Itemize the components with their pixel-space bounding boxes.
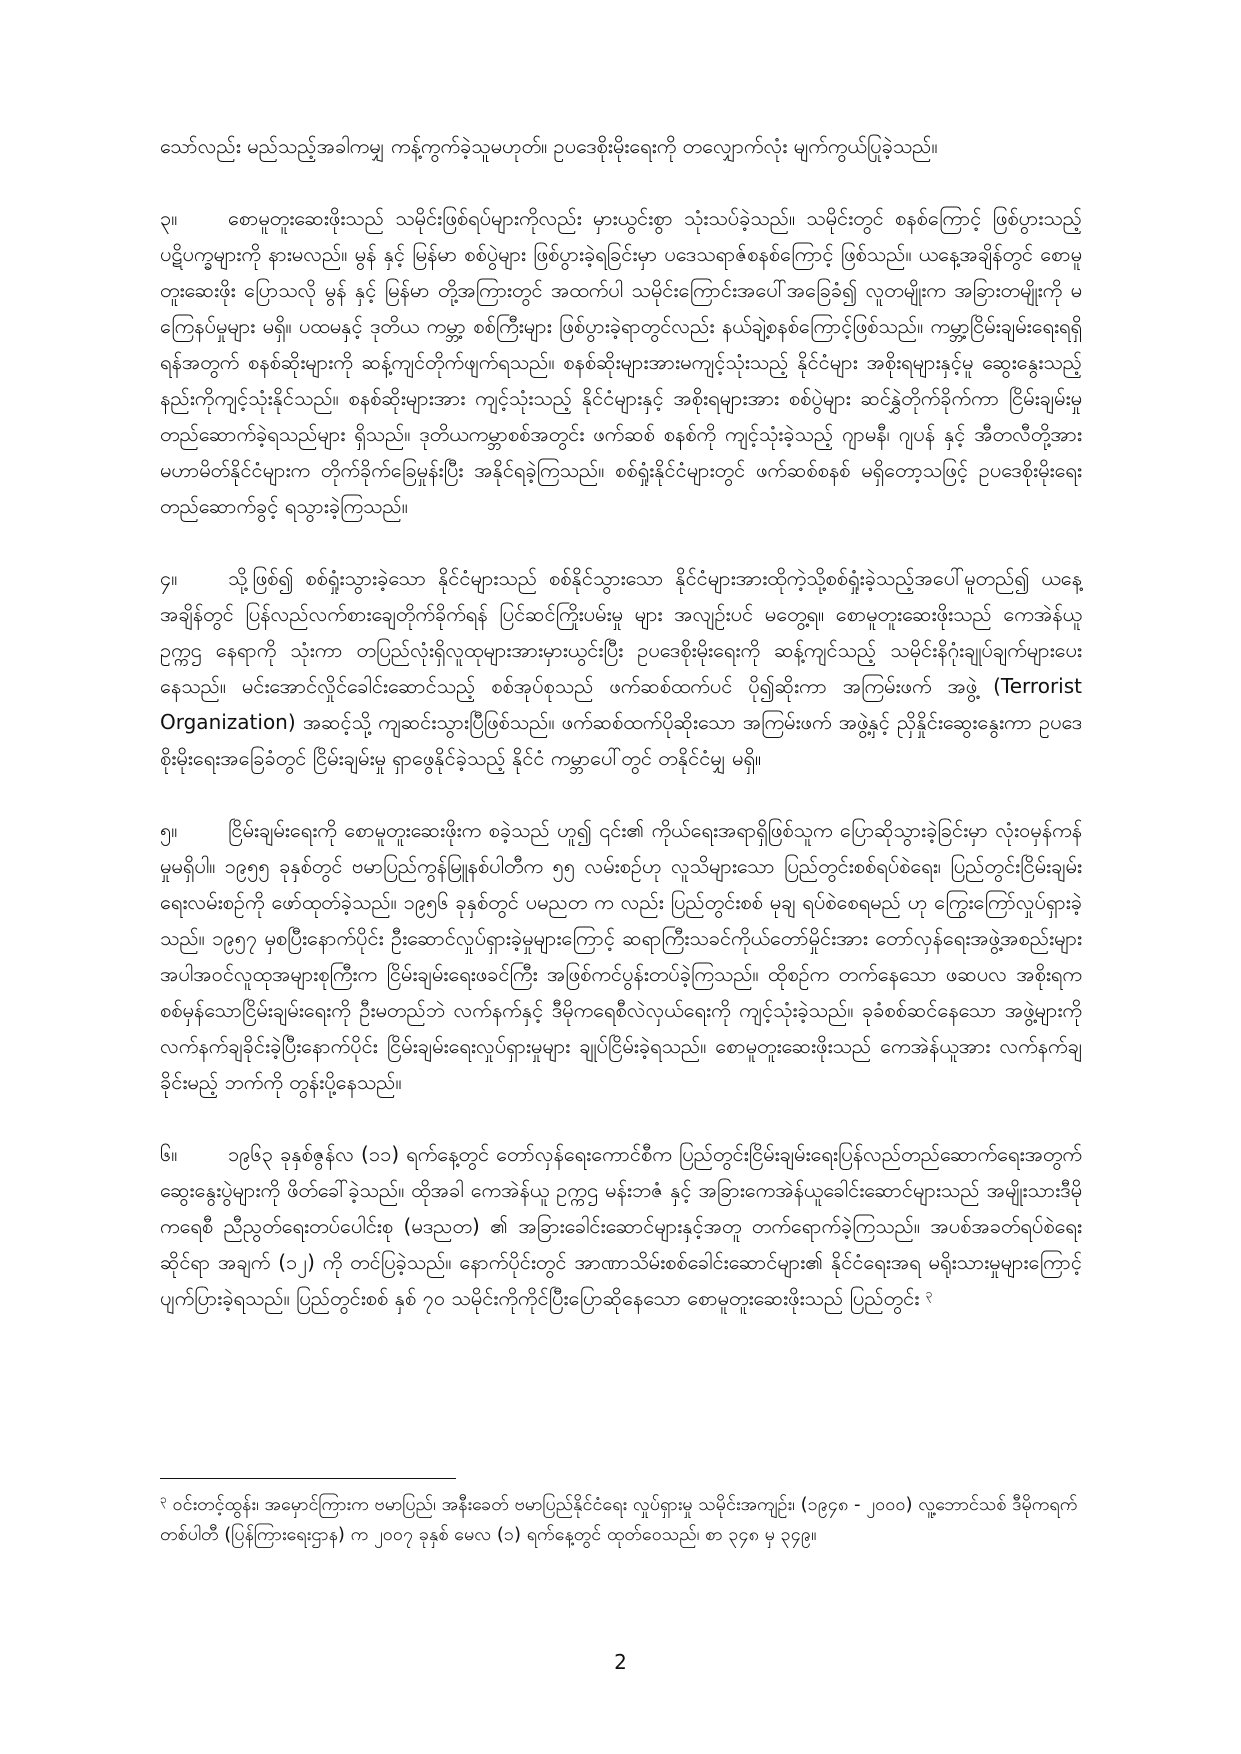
footnote-marker: ၃ [160,1492,167,1506]
body-text [160,128,1082,1352]
paragraph-text: ငြိမ်းချမ်းရေးကို စောမူတူးဆေးဖိုးက စခဲ့သည် ဟူ၍ ၎င်း၏ ကိုယ်ရေးအရာရှိဖြစ်သူက ပြောဆိုသွားခဲ့ခြင်းမှာ လုံးဝမှန်ကန်မှုမရှိပါ။ ၁၉၅၅ ခုနှစ်တွင် ဗမာပြည်ကွန်မြူနစ်ပါတီက ၅၅ လမ်းစဉ်ဟု လူသိများသော ပြည်တွင်းစစ်ရပ်စဲရေး၊ ပြည်တွင်းငြိမ်းချမ်းရေးလမ်းစဉ်ကို ဖော်ထုတ်ခဲ့သည်။ ၁၉၅၆ ခုနှစ်တွင် ပမညတ က လည်း ပြည်တွင်းစစ် မုချ ရပ်စဲစေရမည် ဟု ကြွေးကြော်လှုပ်ရှားခဲ့သည်။ ၁၉၅၇ မှစပြီးနောက်ပိုင်း ဦးဆောင်လှုပ်ရှားခဲ့မှုများကြောင့် ဆရာကြီးသခင်ကိုယ်တော်မှိုင်းအား တော်လှန်ရေးအဖွဲ့အစည်းများ အပါအဝင်လူထုအများစုကြီးက ငြိမ်းချမ်းရေးဖခင်ကြီး အဖြစ်ကင်ပွန်းတပ်ခဲ့ကြသည်။ ထိုစဉ်က တက်နေသော ဖဆပလ အစိုးရက စစ်မှန်သောငြိမ်းချမ်းရေးကို ဦးမတည်ဘဲ လက်နက်နှင့် ဒီမိုကရေစီလဲလှယ်ရေးကို ကျင့်သုံးခဲ့သည်။ ခုခံစစ်ဆင်နေသော အဖွဲ့များကို လက်နက်ချခိုင်းခဲ့ပြီးနောက်ပိုင်း ငြိမ်းချမ်းရေးလှုပ်ရှားမှုများ ချုပ်ငြိမ်းခဲ့ရသည်။ စောမူတူးဆေးဖိုးသည် ကေအဲန်ယူအား လက်နက်ချခိုင်းမည့် ဘက်ကို တွန်းပို့နေသည်။ [160,818,1082,1094]
paragraph-5 [160,812,1082,1100]
paragraph-continued [160,128,1082,164]
paragraph-number: ၃။ [160,206,178,230]
footnote-divider [160,1478,456,1479]
footnote-text: ဝင်းတင့်ထွန်း၊ အမှောင်ကြားက ဗမာပြည်၊ အနီးခေတ် ဗမာပြည်နိုင်ငံရေး လှုပ်ရှားမှု သမိုင်းအကျဉ်း၊ (၁၉၄၈ - ၂၀၀၀) လူ့ဘောင်သစ် ဒီမိုကရက်တစ်ပါတီ (ပြန်ကြားရေးဌာန) က ၂၀၀၇ ခုနှစ် မေလ (၁) ရက်နေ့တွင် ထုတ်ဝေသည်၊ စာ ၃၄၈ မှ ၃၄၉။ [160,1494,1078,1545]
paragraph-4 [160,560,1082,776]
paragraph-number: ၄။ [160,566,178,590]
paragraph-6 [160,1136,1082,1316]
paragraph-number: ၆။ [160,1142,178,1166]
paragraph-number: ၅။ [160,818,178,842]
paragraph-text: ၁၉၆၃ ခုနှစ်ဇွန်လ (၁၁) ရက်နေ့တွင် တော်လှန်ရေးကောင်စီက ပြည်တွင်းငြိမ်းချမ်းရေးပြန်လည်တည်ဆောက်ရေးအတွက် ဆွေးနွေးပွဲများကို ဖိတ်ခေါ်ခဲ့သည်။ ထိုအခါ ကေအဲန်ယူ ဥက္ကဌ မန်းဘဇံ နှင့် အခြားကေအဲန်ယူခေါင်းဆောင်များသည် အမျိုးသားဒီမိုကရေစီ ညီညွတ်ရေးတပ်ပေါင်းစု (မဒညတ) ၏ အခြားခေါင်းဆောင်များနှင့်အတူ တက်ရောက်ခဲ့ကြသည်။ အပစ်အခတ်ရပ်စဲရေးဆိုင်ရာ အချက် (၁၂) ကို တင်ပြခဲ့သည်။ နောက်ပိုင်းတွင် အာဏာသိမ်းစစ်ခေါင်းဆောင်များ၏ နိုင်ငံရေးအရ မရိုးသားမှုများကြောင့် ပျက်ပြားခဲ့ရသည်။ ပြည်တွင်းစစ် နှစ် ၇၀ သမိုင်းကိုကိုင်ပြီးပြောဆိုနေသော စောမူတူးဆေးဖိုးသည် ပြည်တွင်း [160,1142,1082,1310]
paragraph-text: စောမူတူးဆေးဖိုးသည် သမိုင်းဖြစ်ရပ်များကိုလည်း မှားယွင်းစွာ သုံးသပ်ခဲ့သည်။ သမိုင်းတွင် စနစ်ကြောင့် ဖြစ်ပွားသည့် ပဋိပက္ခများကို နားမလည်။ မွန် နှင့် မြန်မာ စစ်ပွဲများ ဖြစ်ပွားခဲ့ရခြင်းမှာ ပဒေသရာဇ်စနစ်ကြောင့် ဖြစ်သည်။ ယနေ့အချိန်တွင် စောမူတူးဆေးဖိုး ပြောသလို မွန် နှင့် မြန်မာ တို့အကြားတွင် အထက်ပါ သမိုင်းကြောင်းအပေါ်အခြေခံ၍ လူတမျိုးက အခြားတမျိုးကို မကြေနပ်မှုများ မရှိ။ ပထမနှင့် ဒုတိယ ကမ္ဘာ့ စစ်ကြီးများ ဖြစ်ပွားခဲ့ရာတွင်လည်း နယ်ချဲ့စနစ်ကြောင့်ဖြစ်သည်။ ကမ္ဘာ့ငြိမ်းချမ်းရေးရရှိရန်အတွက် စနစ်ဆိုးများကို ဆန့်ကျင်တိုက်ဖျက်ရသည်။ စနစ်ဆိုးများအားမကျင့်သုံးသည့် နိုင်ငံများ အစိုးရများနှင့်မူ ဆွေးနွေးသည့် နည်းကိုကျင့်သုံးနိုင်သည်။ စနစ်ဆိုးများအား ကျင့်သုံးသည့် နိုင်ငံများနှင့် အစိုးရများအား စစ်ပွဲများ ဆင်နွှဲတိုက်ခိုက်ကာ ငြိမ်းချမ်းမှု တည်ဆောက်ခဲ့ရသည်များ ရှိသည်။ ဒုတိယကမ္ဘာစစ်အတွင်း ဖက်ဆစ် စနစ်ကို ကျင့်သုံးခဲ့သည့် ဂျာမနီ၊ ဂျပန် နှင့် အီတလီတို့အား မဟာမိတ်နိုင်ငံများက တိုက်ခိုက်ခြေမှုန်းပြီး အနိုင်ရခဲ့ကြသည်။ စစ်ရှုံးနိုင်ငံများတွင် ဖက်ဆစ်စနစ် မရှိတော့သဖြင့် ဥပဒေစိုးမိုးရေး တည်ဆောက်ခွင့် ရသွားခဲ့ကြသည်။ [160,206,1082,518]
page-number: 2 [614,1650,627,1674]
paragraph-3 [160,200,1082,524]
paragraph-text: သို့ဖြစ်၍ စစ်ရှုံးသွားခဲ့သော နိုင်ငံများသည် စစ်နိုင်သွားသော နိုင်ငံများအားထိုကဲ့သို့စစ်ရှုံးခဲ့သည့်အပေါ်မူတည်၍ ယနေ့အချိန်တွင် ပြန်လည်လက်စားချေတိုက်ခိုက်ရန် ပြင်ဆင်ကြိုးပမ်းမှု များ အလျဉ်းပင် မတွေ့ရ။ စောမူတူးဆေးဖိုးသည် ကေအဲန်ယူဥက္ကဌ နေရာကို သုံးကာ တပြည်လုံးရှိလူထုများအားမှားယွင်းပြီး ဥပဒေစိုးမိုးရေးကို ဆန့်ကျင်သည့် သမိုင်းနိဂုံးချုပ်ချက်များပေးနေသည်။ မင်းအောင်လှိုင်ခေါင်းဆောင်သည့် စစ်အုပ်စုသည် ဖက်ဆစ်ထက်ပင် ပို၍ဆိုးကာ အကြမ်းဖက် အဖွဲ့ (Terrorist Organization) အဆင့်သို့ ကျဆင်းသွားပြီဖြစ်သည်။ ဖက်ဆစ်ထက်ပိုဆိုးသော အကြမ်းဖက် အဖွဲ့နှင့် ညှိနှိုင်းဆွေးနွေးကာ ဥပဒေစိုးမိုးရေးအခြေခံတွင် ငြိမ်းချမ်းမှု ရှာဖွေနိုင်ခဲ့သည့် နိုင်ငံ ကမ္ဘာပေါ်တွင် တနိုင်ငံမျှ မရှိ။ [160,566,1082,770]
footnote [160,1490,1082,1550]
footnote-reference[interactable]: ၃ [925,1286,933,1301]
paragraph-text: သော်လည်း မည်သည့်အခါကမျှ ကန့်ကွက်ခဲ့သူမဟုတ်။ ဥပဒေစိုးမိုးရေးကို တလျှောက်လုံး မျက်ကွယ်ပြုခဲ့သည်။ [160,134,938,158]
